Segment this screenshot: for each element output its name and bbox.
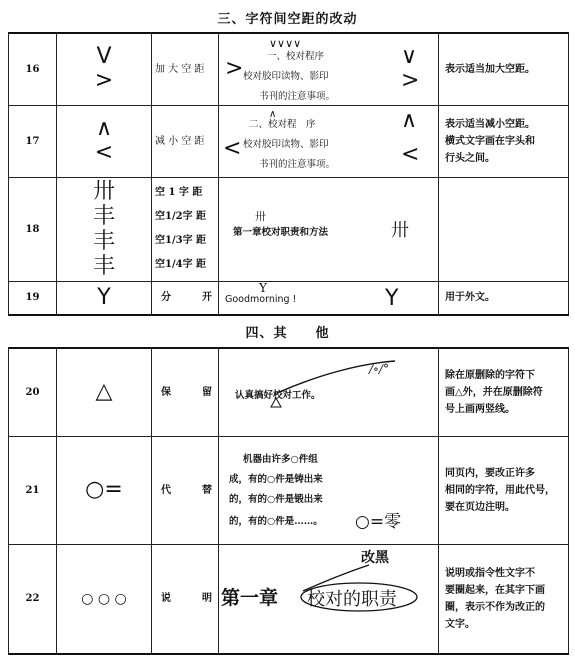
proof-mark: ○=零 (355, 511, 402, 532)
space-mark-1: 卅 (92, 179, 115, 204)
row-number: 16 (9, 33, 57, 105)
note-circles-icon: ○ ○ ○ (81, 590, 127, 607)
description-cell (439, 177, 569, 281)
narrow-mark-lt: < (94, 140, 114, 165)
example-line: 书刊的注意事项。 (259, 91, 336, 102)
description-cell: 同页内，要改正许多 相同的字符，用此代号， 要在页边注明。 (439, 436, 569, 544)
section-4-title: 四、其 他 (245, 326, 330, 341)
mark-name: 分 开 (152, 281, 219, 315)
symbol-cell (57, 348, 152, 436)
symbol-cell (57, 544, 152, 654)
mark-name: 空 1 字 距 空1/2字 距 空1/3字 距 空1/4字 距 (152, 177, 219, 281)
section-3-title: 三、字符间空距的改动 (217, 12, 358, 27)
narrow-mark-wedge: ∧ (95, 116, 113, 141)
example-line: 成，有的○件是铸出来 (229, 473, 323, 485)
row-number: 22 (9, 544, 57, 654)
row-number: 18 (9, 177, 57, 281)
proof-mark: < (223, 135, 242, 161)
example-line: 二、校对程 序 (249, 118, 316, 130)
proof-mark: 卅 (391, 219, 409, 241)
example-line: 的，有的○件是……。 (229, 515, 323, 527)
example-cell: Y Goodmorning ! Y (219, 281, 439, 315)
row-number: 17 (9, 105, 57, 177)
symbol-cell (57, 177, 152, 281)
table-other-marks (8, 347, 569, 655)
svg-text:∕∘∕°: ∕∘∕° (369, 362, 389, 376)
example-cell: 卅 第一章校对职责和方法 卅 (219, 177, 439, 281)
example-line: 校对胶印读物、影印 (243, 138, 329, 150)
row-number: 21 (9, 436, 57, 544)
table-row (9, 544, 569, 654)
example-line: 一、校对程序 (267, 51, 325, 62)
example-line: 认真搞好校对工作。 (235, 390, 321, 401)
proof-mark: ∧ (401, 107, 418, 133)
keep-triangle-icon: △ (95, 379, 113, 405)
proof-mark: > (225, 56, 244, 81)
table-spacing-marks (8, 32, 569, 316)
mark-name: 减 小 空 距 (152, 105, 219, 177)
proof-mark: 改黑 (361, 549, 389, 566)
mark-name: 说 明 (152, 544, 219, 654)
table-row (9, 33, 569, 105)
symbol-cell (57, 33, 152, 105)
mark-name: 加 大 空 距 (152, 33, 219, 105)
mark-name: 保 留 (152, 348, 219, 436)
description-cell: 表示适当减小空距。 横式文字画在字头和 行头之间。 (439, 105, 569, 177)
widen-mark-v: V (96, 44, 112, 70)
table-row (9, 348, 569, 436)
symbol-cell (57, 436, 152, 544)
example-line: 的，有的○件是锻出来 (229, 493, 323, 505)
row-number: 20 (9, 348, 57, 436)
replace-circle-icon: ○= (85, 477, 123, 502)
example-heading: 第一章 (221, 586, 279, 609)
proof-mark: ∨ (401, 44, 418, 69)
space-mark-third: 丰 (92, 229, 115, 254)
space-mark-half: 丰 (92, 204, 115, 229)
space-mark-quarter: 丰 (92, 254, 115, 279)
example-line: 第一章校对职责和方法 (233, 226, 329, 238)
example-line: 机器由许多○件组 (243, 453, 318, 465)
example-cell (219, 436, 439, 544)
example-line: Goodmorning ! (225, 293, 297, 305)
example-line: 书刊的注意事项。 (259, 158, 336, 170)
example-line: 校对胶印读物、影印 (243, 71, 329, 82)
proof-mark: > (401, 68, 420, 93)
description-cell: 用于外文。 (439, 281, 569, 315)
table-row (9, 436, 569, 544)
symbol-cell (57, 281, 152, 315)
widen-mark-gt: > (94, 68, 114, 94)
table-row (9, 281, 569, 315)
split-mark-y: Y (97, 284, 111, 310)
row-number: 19 (9, 281, 57, 315)
description-cell: 说明或指令性文字不 要圈起来，在其字下画 圈，表示不作为改正的 文字。 (439, 544, 569, 654)
example-cell: > ∨∨∨∨ 一、校对程序 校对胶印读物、影印 书刊的注意事项。 ∨ > (219, 33, 439, 105)
table-row (9, 105, 569, 177)
example-heading: 校对的职责 (307, 588, 397, 610)
mark-name: 代 替 (152, 436, 219, 544)
description-cell: 表示适当加大空距。 (439, 33, 569, 105)
example-cell (219, 348, 439, 436)
example-cell: ∧ 二、校对程 序 校对胶印读物、影印 书刊的注意事项。 < ∧ < (219, 105, 439, 177)
symbol-cell (57, 105, 152, 177)
description-cell: 除在原删除的字符下 画△外，并在原删除符 号上画两竖线。 (439, 348, 569, 436)
table-row (9, 177, 569, 281)
proof-mark: Y (385, 285, 399, 311)
example-cell (219, 544, 439, 654)
proof-mark: < (401, 141, 420, 167)
